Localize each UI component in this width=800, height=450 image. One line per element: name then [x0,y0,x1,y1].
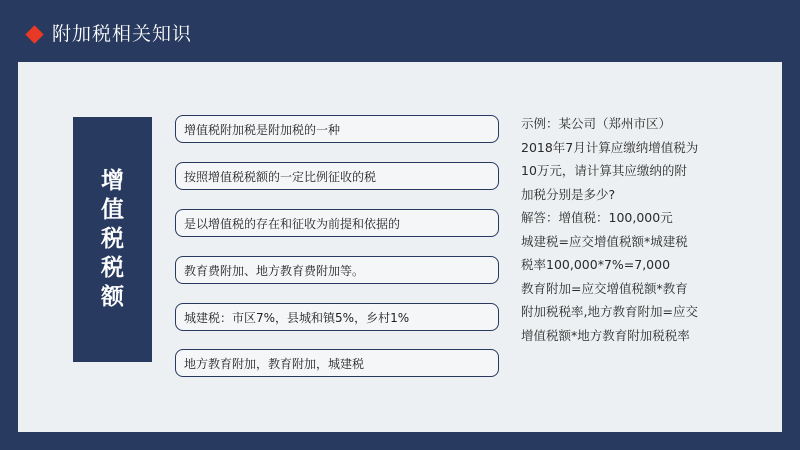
info-item-5: 城建税：市区7%，县城和镇5%，乡村1% [175,303,499,331]
info-item-1: 增值税附加税是附加税的一种 [175,115,499,143]
example-text [521,112,721,347]
info-item-4: 教育费附加、地方教育费附加等。 [175,256,499,284]
content-panel [18,62,782,432]
example-line: 示例：某公司（郑州市区） [521,116,672,131]
info-item-2: 按照增值税税额的一定比例征收的税 [175,162,499,190]
example-line: 税率100,000*7%=7,000 [521,257,671,272]
diamond-bullet-icon [25,25,43,43]
example-line: 加税分别是多少? [521,186,616,202]
example-line: 2018年7月计算应缴纳增值税为 [521,139,699,155]
page-title: 附加税相关知识 [52,23,193,45]
info-item-6: 地方教育附加，教育附加，城建税 [175,349,499,377]
example-line: 附加税税率,地方教育附加=应交 [521,304,698,319]
example-line: 10万元，请计算其应缴纳的附 [521,163,687,178]
example-line: 解答：增值税：100,000元 [521,210,673,225]
example-line: 城建税=应交增值税额*城建税 [521,233,688,249]
info-item-3: 是以增值税的存在和征收为前提和依据的 [175,209,499,237]
side-label-bar [73,117,152,362]
side-label: 增值税税额 [101,168,124,310]
example-line: 教育附加=应交增值税额*教育 [521,280,688,296]
example-line: 增值税额*地方教育附加税税率 [521,327,690,343]
